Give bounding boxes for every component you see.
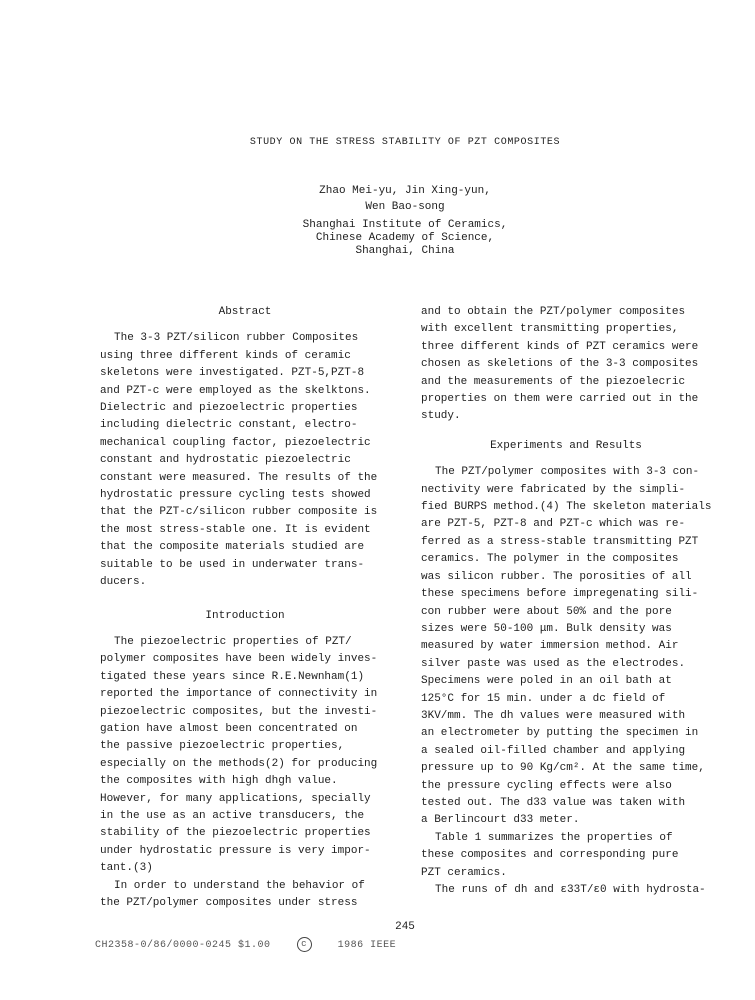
text-line: fied BURPS method.(4) The skeleton materials bbox=[421, 501, 712, 514]
text-line: the most stress-stable one. It is evident bbox=[100, 523, 371, 536]
text-line: piezoelectric composites, but the investi- bbox=[100, 705, 378, 718]
text-line: silver paste was used as the electrodes. bbox=[421, 657, 686, 670]
page-number: 245 bbox=[395, 921, 415, 933]
text-line: ducers. bbox=[100, 576, 147, 589]
text-line: tant.(3) bbox=[100, 862, 153, 875]
text-line: gation have almost been concentrated on bbox=[100, 722, 358, 735]
text-line: PZT ceramics. bbox=[421, 866, 507, 879]
text-line: nectivity were fabricated by the simpli- bbox=[421, 483, 686, 496]
text-line: are PZT-5, PZT-8 and PZT-c which was re- bbox=[421, 518, 686, 531]
text-line: hydrostatic pressure cycling tests showed bbox=[100, 489, 371, 502]
text-line: In order to understand the behavior of bbox=[114, 879, 365, 892]
text-line: was silicon rubber. The porosities of all bbox=[421, 570, 692, 583]
text-line: properties on them were carried out in the bbox=[421, 393, 699, 406]
text-line: using three different kinds of ceramic bbox=[100, 349, 351, 362]
text-line: constant and hydrostatic piezoelectric bbox=[100, 454, 351, 467]
left-column bbox=[100, 304, 390, 912]
text-line: 3KV/mm. The dh values were measured with bbox=[421, 709, 686, 722]
affiliation-block bbox=[0, 219, 755, 258]
affiliation-line: Shanghai Institute of Ceramics, bbox=[302, 219, 508, 231]
text-line: under hydrostatic pressure is very impor- bbox=[100, 844, 371, 857]
affiliation-line: Shanghai, China bbox=[355, 245, 455, 257]
text-line: tigated these years since R.E.Newnham(1) bbox=[100, 670, 365, 683]
text-line: in the use as an active transducers, the bbox=[100, 809, 365, 822]
text-line: these composites and corresponding pure bbox=[421, 849, 679, 862]
text-line: and PZT-c were employed as the skelktons. bbox=[100, 384, 371, 397]
footer-year: 1986 IEEE bbox=[337, 940, 397, 952]
text-line: three different kinds of PZT ceramics were bbox=[421, 340, 699, 353]
text-line: a sealed oil-filled chamber and applying bbox=[421, 744, 686, 757]
footer-code: CH2358-0/86/0000-0245 $1.00 bbox=[95, 940, 271, 952]
text-line: especially on the methods(2) for producing bbox=[100, 757, 378, 770]
text-line: an electrometer by putting the specimen in bbox=[421, 727, 699, 740]
text-line: the pressure cycling effects were also bbox=[421, 779, 672, 792]
text-line: the passive piezoelectric properties, bbox=[100, 740, 345, 753]
text-line: a Berlincourt d33 meter. bbox=[421, 814, 580, 827]
text-line: that the composite materials studied are bbox=[100, 541, 365, 554]
text-line: study. bbox=[421, 410, 461, 423]
text-line: The PZT/polymer composites with 3-3 con- bbox=[435, 466, 700, 479]
text-line: sizes were 50-100 μm. Bulk density was bbox=[421, 622, 672, 635]
text-line: polymer composites have been widely inves- bbox=[100, 653, 378, 666]
introduction-continued bbox=[421, 304, 711, 426]
text-line: The 3-3 PZT/silicon rubber Composites bbox=[114, 332, 359, 345]
text-line: tested out. The d33 value was taken with bbox=[421, 796, 686, 809]
affiliation-line: Chinese Academy of Science, bbox=[315, 232, 495, 244]
text-line: the composites with high dhgh value. bbox=[100, 775, 338, 788]
text-line: ceramics. The polymer in the composites bbox=[421, 553, 679, 566]
introduction-body bbox=[100, 634, 390, 913]
text-line: chosen as skeletions of the 3-3 composites bbox=[421, 358, 699, 371]
text-line: However, for many applications, specially bbox=[100, 792, 371, 805]
text-line: 125°C for 15 min. under a dc field of bbox=[421, 692, 666, 705]
experiments-heading: Experiments and Results bbox=[490, 439, 642, 452]
text-line: Specimens were poled in an oil bath at bbox=[421, 675, 672, 688]
text-line: The piezoelectric properties of PZT/ bbox=[114, 635, 352, 648]
text-line: constant were measured. The results of the bbox=[100, 471, 378, 484]
text-line: ferred as a stress-stable transmitting PZT bbox=[421, 535, 699, 548]
text-line: reported the importance of connectivity in bbox=[100, 688, 378, 701]
text-line: the PZT/polymer composites under stress bbox=[100, 897, 358, 909]
author-line: Zhao Mei-yu, Jin Xing-yun, bbox=[319, 185, 491, 197]
author-line: Wen Bao-song bbox=[365, 201, 445, 213]
text-line: skeletons were investigated. PZT-5,PZT-8 bbox=[100, 367, 365, 380]
experiments-body bbox=[421, 464, 711, 899]
text-line: measured by water immersion method. Air bbox=[421, 640, 679, 653]
text-line: and to obtain the PZT/polymer composites bbox=[421, 306, 686, 318]
right-column bbox=[421, 304, 711, 899]
paper-title: STUDY ON THE STRESS STABILITY OF PZT COMPOSITES bbox=[249, 137, 561, 148]
text-line: con rubber were about 50% and the pore bbox=[421, 605, 672, 618]
text-line: and the measurements of the piezoelecric bbox=[421, 375, 686, 388]
author-block bbox=[0, 183, 755, 215]
text-line: with excellent transmitting properties, bbox=[421, 323, 679, 336]
abstract-heading: Abstract bbox=[218, 306, 272, 318]
introduction-heading: Introduction bbox=[205, 609, 285, 622]
copyright-icon: c bbox=[297, 937, 312, 952]
text-line: The runs of dh and ε33T/ε0 with hydrosta- bbox=[435, 884, 706, 896]
text-line: these specimens before impregenating sili- bbox=[421, 588, 699, 601]
text-line: pressure up to 90 Kg/cm². At the same time, bbox=[421, 762, 705, 775]
abstract-body bbox=[100, 330, 390, 591]
text-line: Table 1 summarizes the properties of bbox=[435, 831, 673, 844]
text-line: including dielectric constant, electro- bbox=[100, 419, 358, 432]
text-line: suitable to be used in underwater trans- bbox=[100, 558, 365, 571]
text-line: mechanical coupling factor, piezoelectric bbox=[100, 436, 371, 449]
footer bbox=[95, 937, 396, 952]
text-line: Dielectric and piezoelectric properties bbox=[100, 402, 358, 415]
text-line: stability of the piezoelectric properties bbox=[100, 827, 371, 840]
text-line: that the PZT-c/silicon rubber composite is bbox=[100, 506, 378, 519]
